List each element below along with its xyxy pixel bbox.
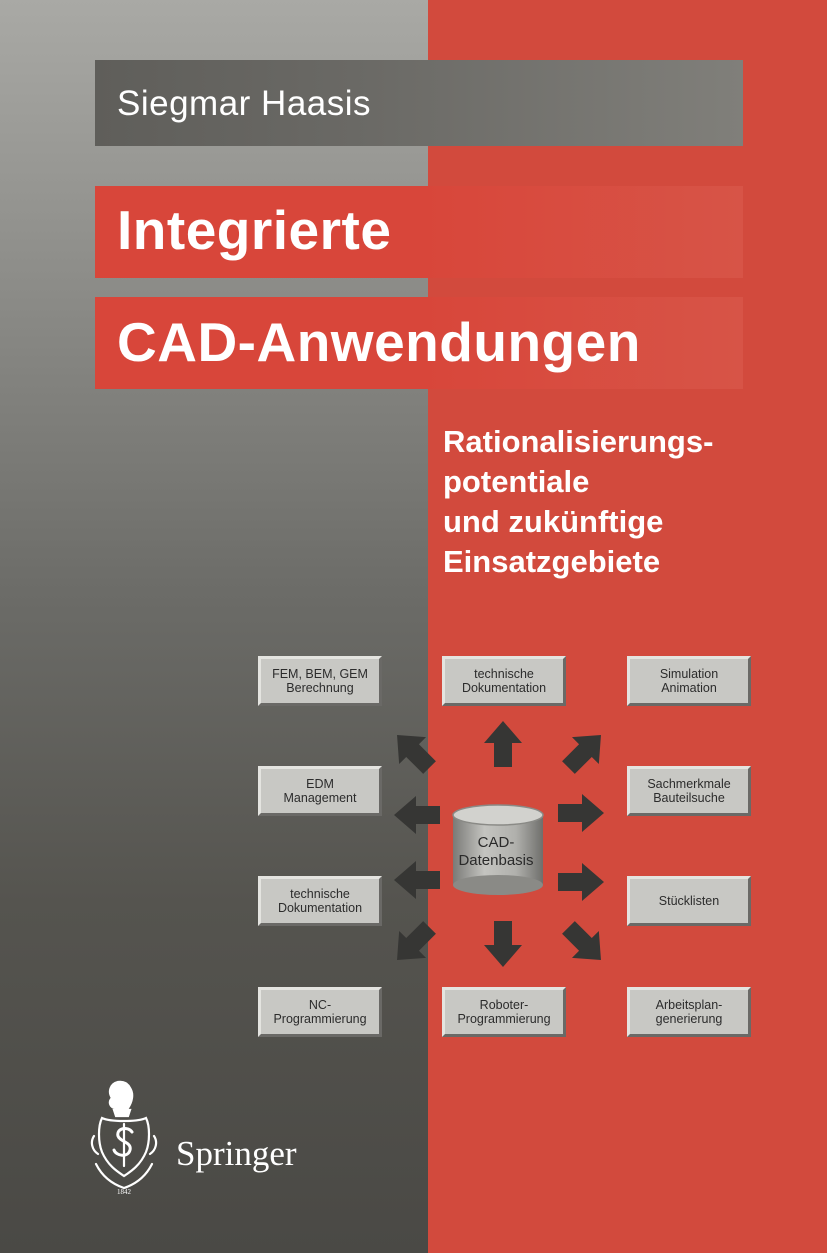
- box-stuecklisten: [627, 876, 751, 926]
- arrow-up-left-icon: [384, 722, 443, 781]
- subtitle-line: Einsatzgebiete: [443, 544, 661, 579]
- title-line-2: CAD-Anwendungen: [117, 311, 641, 373]
- database-label: CAD- Datenbasis: [458, 834, 534, 869]
- box-simulation-animation: [627, 656, 751, 706]
- box-label: EDM Management: [283, 777, 357, 805]
- box-label: technische Dokumentation: [461, 667, 547, 695]
- box-technische-dokumentation-left: [258, 876, 382, 926]
- title-line-1: Integrierte: [117, 199, 392, 261]
- arrow-left-icon: [394, 861, 440, 899]
- box-label: Roboter- Programmierung: [457, 998, 551, 1026]
- arrow-right-icon: [558, 794, 604, 832]
- subtitle-line: Rationalisierungs-: [443, 424, 714, 459]
- publisher-name: Springer: [176, 1134, 297, 1173]
- box-technische-dokumentation-top: [442, 656, 566, 706]
- box-edm-management: [258, 766, 382, 816]
- arrow-down-icon: [484, 921, 522, 967]
- box-sachmerkmale: [627, 766, 751, 816]
- arrow-right-icon: [558, 863, 604, 901]
- box-label: NC- Programmierung: [273, 998, 367, 1026]
- box-label: Stücklisten: [658, 894, 720, 908]
- logo-year: 1842: [117, 1188, 131, 1196]
- box-fem-berechnung: [258, 656, 382, 706]
- box-arbeitsplan-generierung: [627, 987, 751, 1037]
- arrow-down-left-icon: [384, 914, 443, 973]
- subtitle-line: und zukünftige: [443, 504, 664, 539]
- box-label: Simulation Animation: [659, 667, 719, 695]
- springer-knight-logo-icon: [88, 1076, 160, 1196]
- box-label: FEM, BEM, GEM Berechnung: [272, 667, 368, 695]
- box-roboter-programmierung: [442, 987, 566, 1037]
- box-label: technische Dokumentation: [277, 887, 363, 915]
- box-label: Sachmerkmale Bauteilsuche: [647, 777, 731, 805]
- arrow-up-right-icon: [555, 722, 614, 781]
- arrow-up-icon: [484, 721, 522, 767]
- box-nc-programmierung: [258, 987, 382, 1037]
- arrow-left-icon: [394, 796, 440, 834]
- box-label: Arbeitsplan- generierung: [655, 998, 723, 1026]
- author-name: Siegmar Haasis: [117, 84, 372, 123]
- arrow-down-right-icon: [555, 914, 614, 973]
- subtitle-line: potentiale: [443, 464, 590, 499]
